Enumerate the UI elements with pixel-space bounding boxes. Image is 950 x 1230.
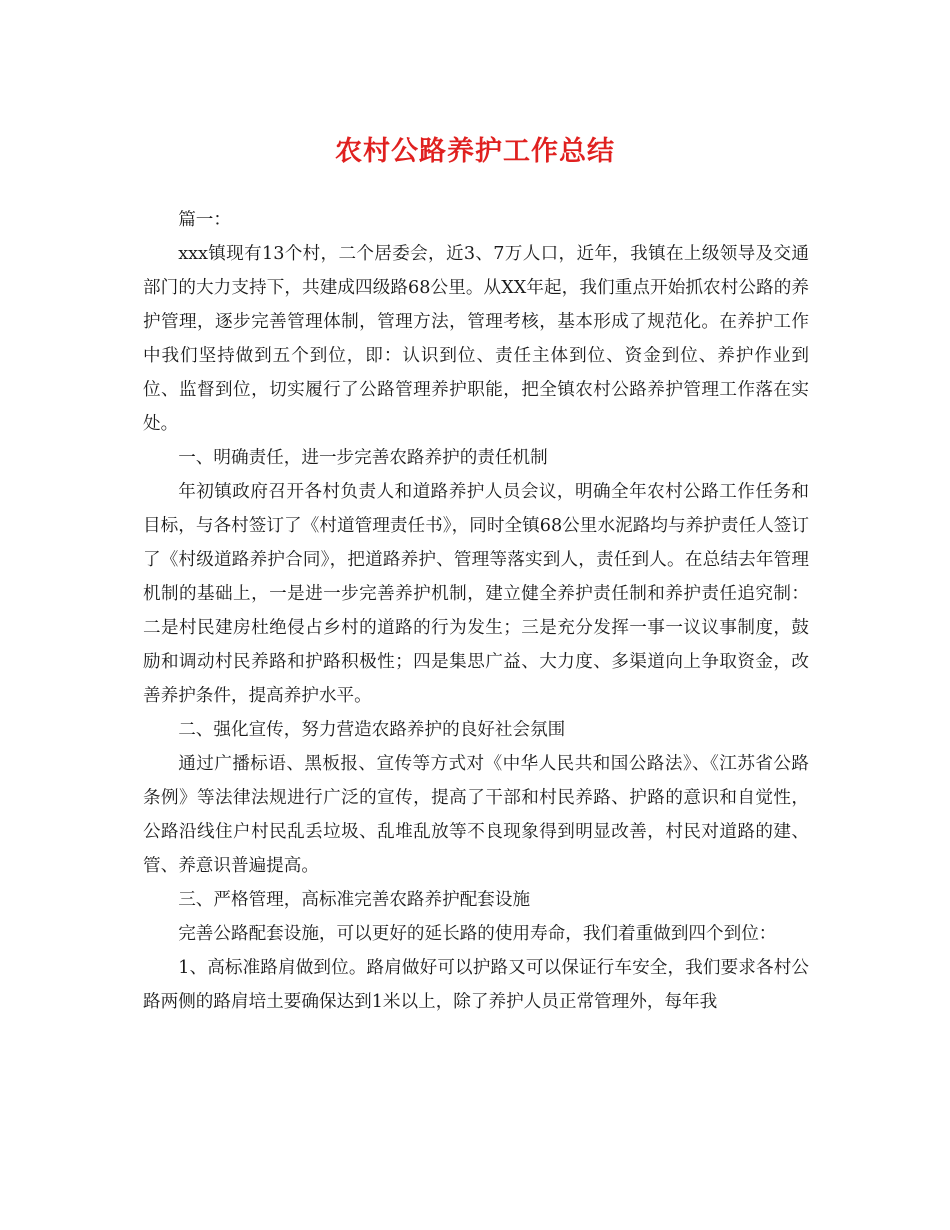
paragraph-intro: xxx镇现有13个村，二个居委会，近3、7万人口，近年，我镇在上级领导及交通部门的大力支持下，共建成四级路68公里。从XX年起，我们重点开始抓农村公路的养护管理，逐步完善管理体制，管理方法，管理考核，基本形成了规范化。在养护工作中我们坚持做到五个到位，即：认识到位、责任主体到位、资金到位、养护作业到位、监督到位，切实履行了公路管理养护职能，把全镇农村公路养护管理工作落在实处。 [143,244,809,434]
paragraph-section-label: 篇一： [178,210,231,230]
document-title: 农村公路养护工作总结 [335,136,615,167]
paragraph-section-3-item-1: 1、高标准路肩做到位。路肩做好可以护路又可以保证行车安全，我们要求各村公路两侧的路肩培土要确保达到1米以上，除了养护人员正常管理外，每年我 [143,958,809,1012]
heading-section-3: 三、严格管理，高标准完善农路养护配套设施 [178,890,531,910]
document-body [143,203,809,1019]
paragraph-section-3-intro: 完善公路配套设施，可以更好的延长路的使用寿命，我们着重做到四个到位： [178,924,777,944]
paragraph-section-1: 年初镇政府召开各村负责人和道路养护人员会议，明确全年农村公路工作任务和目标，与各村签订了《村道管理责任书》，同时全镇68公里水泥路均与养护责任人签订了《村级道路养护合同》，把道路养护、管理等落实到人，责任到人。在总结去年管理机制的基础上，一是进一步完善养护机制，建立健全养护责任制和养护责任追究制：二是村民建房杜绝侵占乡村的道路的行为发生；三是充分发挥一事一议议事制度，鼓励和调动村民养路和护路积极性；四是集思广益、大力度、多渠道向上争取资金，改善养护条件，提高养护水平。 [143,482,809,706]
paragraph-section-2: 通过广播标语、黑板报、宣传等方式对《中华人民共和国公路法》、《江苏省公路条例》等法律法规进行广泛的宣传，提高了干部和村民养路、护路的意识和自觉性，公路沿线住户村民乱丢垃圾、乱堆乱放等不良现象得到明显改善，村民对道路的建、管、养意识普遍提高。 [143,754,809,876]
heading-section-1: 一、明确责任，进一步完善农路养护的责任机制 [178,448,548,468]
heading-section-2: 二、强化宣传，努力营造农路养护的良好社会氛围 [178,720,566,740]
